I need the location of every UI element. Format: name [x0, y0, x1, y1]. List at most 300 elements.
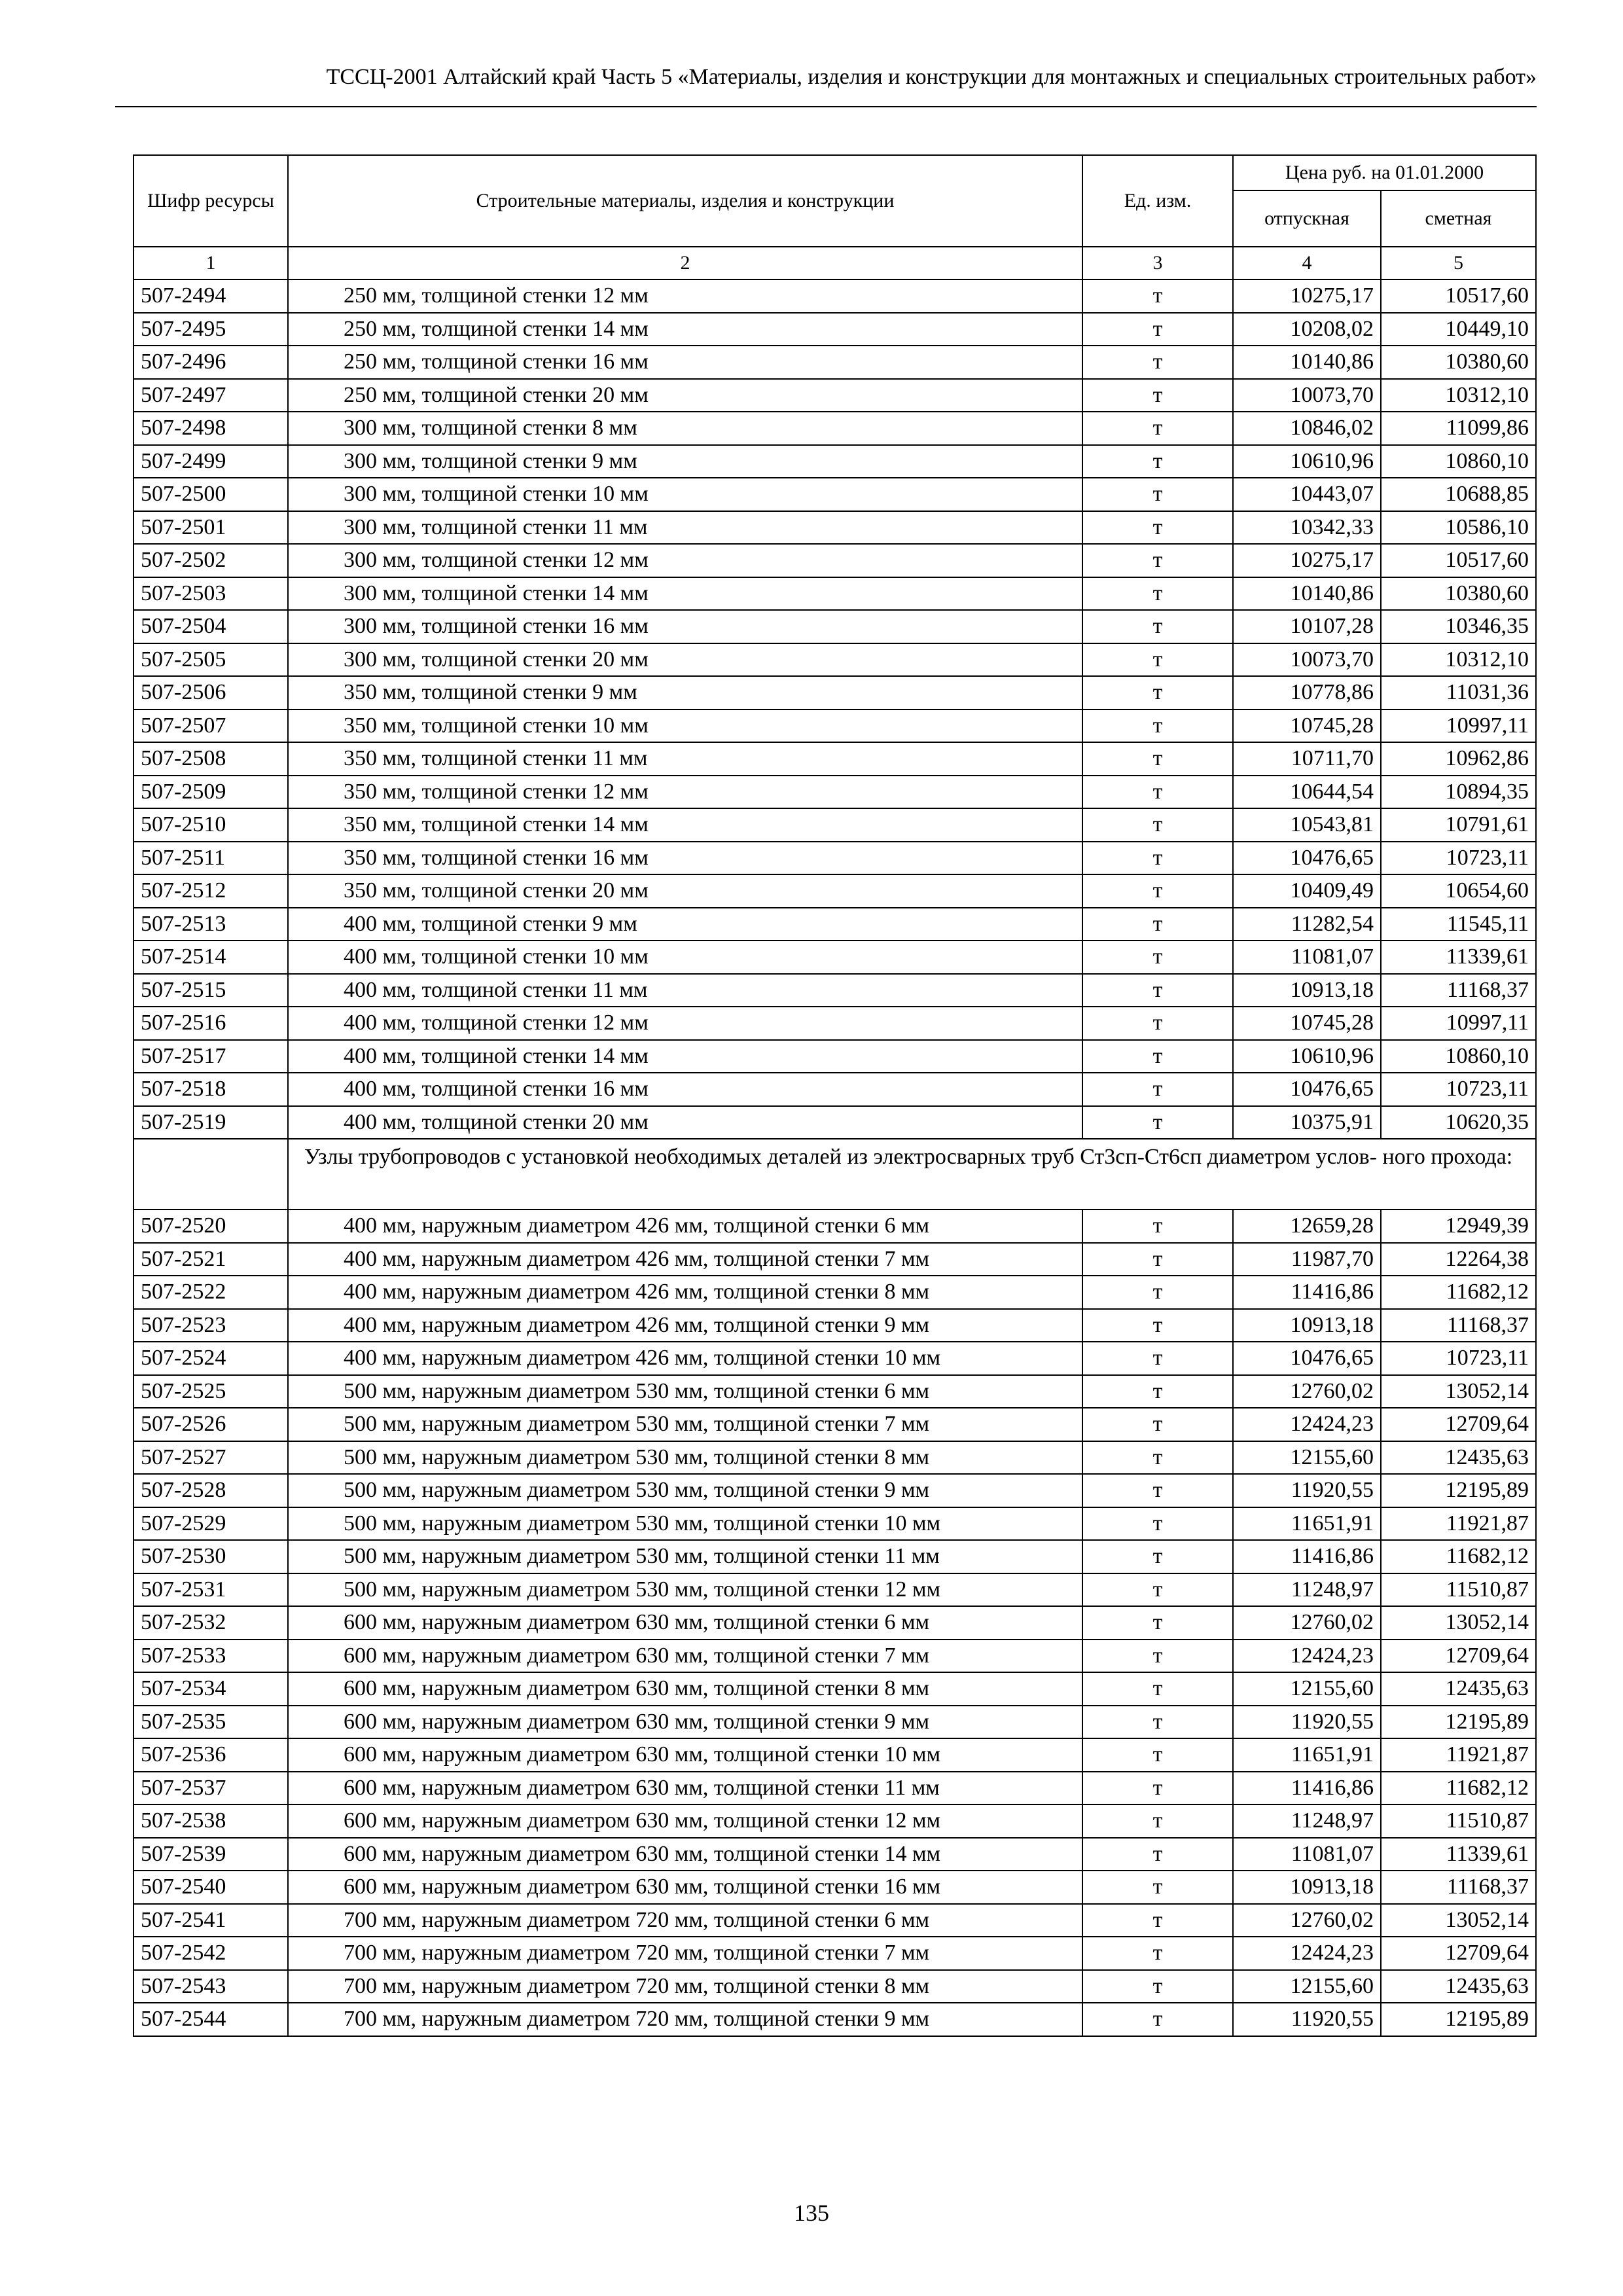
cell-price-estimate: 10380,60	[1381, 577, 1536, 611]
col-header-name: Строительные материалы, изделия и конструкции	[288, 155, 1082, 247]
cell-price-estimate: 12195,89	[1381, 2003, 1536, 2036]
cell-price-release: 11081,07	[1233, 1838, 1381, 1871]
cell-code: 507-2532	[134, 1606, 288, 1640]
table-row	[134, 808, 1536, 842]
cell-price-release: 11248,97	[1233, 1573, 1381, 1607]
cell-unit: т	[1082, 1507, 1233, 1541]
cell-price-release: 10846,02	[1233, 412, 1381, 445]
cell-name: 600 мм, наружным диаметром 630 мм, толщиной стенки 14 мм	[288, 1838, 1082, 1871]
col-number: 3	[1082, 247, 1233, 279]
page-number: 135	[794, 2200, 829, 2226]
cell-name: 600 мм, наружным диаметром 630 мм, толщиной стенки 11 мм	[288, 1772, 1082, 1805]
table-row	[134, 974, 1536, 1007]
cell-code: 507-2508	[134, 742, 288, 776]
cell-price-estimate: 10449,10	[1381, 313, 1536, 346]
table-row	[134, 1007, 1536, 1040]
cell-price-release: 12155,60	[1233, 1672, 1381, 1706]
cell-code: 507-2521	[134, 1243, 288, 1276]
cell-price-estimate: 13052,14	[1381, 1904, 1536, 1937]
table-row	[134, 1540, 1536, 1573]
cell-price-estimate: 11339,61	[1381, 941, 1536, 974]
cell-price-estimate: 12435,63	[1381, 1970, 1536, 2003]
cell-name: 350 мм, толщиной стенки 20 мм	[288, 874, 1082, 908]
table-row	[134, 1970, 1536, 2003]
cell-price-estimate: 10312,10	[1381, 379, 1536, 412]
table-row	[134, 279, 1536, 313]
col-number: 4	[1233, 247, 1381, 279]
cell-code: 507-2535	[134, 1706, 288, 1739]
cell-unit: т	[1082, 1441, 1233, 1475]
table-section	[134, 1139, 1536, 1210]
col-number: 1	[134, 247, 288, 279]
table-row	[134, 874, 1536, 908]
cell-unit: т	[1082, 1375, 1233, 1408]
cell-price-estimate: 10997,11	[1381, 1007, 1536, 1040]
table-body-b	[134, 1210, 1536, 2036]
cell-unit: т	[1082, 577, 1233, 611]
cell-price-estimate: 10586,10	[1381, 511, 1536, 545]
table-row	[134, 412, 1536, 445]
cell-code: 507-2540	[134, 1871, 288, 1904]
cell-price-release: 10275,17	[1233, 544, 1381, 577]
cell-price-release: 11987,70	[1233, 1243, 1381, 1276]
cell-price-estimate: 11682,12	[1381, 1540, 1536, 1573]
table-row	[134, 742, 1536, 776]
cell-code: 507-2510	[134, 808, 288, 842]
cell-name: 500 мм, наружным диаметром 530 мм, толщиной стенки 8 мм	[288, 1441, 1082, 1475]
cell-code: 507-2505	[134, 643, 288, 677]
cell-name: 400 мм, толщиной стенки 9 мм	[288, 908, 1082, 941]
cell-code: 507-2527	[134, 1441, 288, 1475]
cell-code: 507-2502	[134, 544, 288, 577]
cell-price-release: 11920,55	[1233, 1474, 1381, 1507]
table-row	[134, 1937, 1536, 1970]
cell-unit: т	[1082, 1106, 1233, 1139]
table-row	[134, 676, 1536, 709]
cell-code: 507-2519	[134, 1106, 288, 1139]
cell-unit: т	[1082, 1040, 1233, 1073]
cell-name: 350 мм, толщиной стенки 16 мм	[288, 842, 1082, 875]
cell-price-estimate: 10346,35	[1381, 610, 1536, 643]
cell-price-release: 10913,18	[1233, 974, 1381, 1007]
cell-code: 507-2533	[134, 1640, 288, 1673]
cell-price-release: 11416,86	[1233, 1540, 1381, 1573]
table-row	[134, 1871, 1536, 1904]
cell-price-estimate: 11545,11	[1381, 908, 1536, 941]
table-row	[134, 1804, 1536, 1838]
cell-name: 700 мм, наружным диаметром 720 мм, толщиной стенки 9 мм	[288, 2003, 1082, 2036]
cell-name: 700 мм, наружным диаметром 720 мм, толщиной стенки 6 мм	[288, 1904, 1082, 1937]
cell-name: 400 мм, наружным диаметром 426 мм, толщиной стенки 10 мм	[288, 1342, 1082, 1375]
cell-unit: т	[1082, 1210, 1233, 1243]
col-header-unit: Ед. изм.	[1082, 155, 1233, 247]
cell-price-release: 10610,96	[1233, 445, 1381, 478]
cell-price-estimate: 12195,89	[1381, 1474, 1536, 1507]
cell-price-release: 10778,86	[1233, 676, 1381, 709]
cell-unit: т	[1082, 1738, 1233, 1772]
cell-unit: т	[1082, 1772, 1233, 1805]
cell-code: 507-2500	[134, 478, 288, 511]
table-row	[134, 941, 1536, 974]
cell-unit: т	[1082, 1904, 1233, 1937]
cell-name: 400 мм, толщиной стенки 12 мм	[288, 1007, 1082, 1040]
cell-code: 507-2503	[134, 577, 288, 611]
cell-price-estimate: 10380,60	[1381, 346, 1536, 379]
cell-unit: т	[1082, 1937, 1233, 1970]
cell-price-estimate: 12195,89	[1381, 1706, 1536, 1739]
section-heading-text: Узлы трубопроводов с установкой необходимых деталей из электросварных труб Ст3сп-Ст6сп диаметром услов- ного прохода:	[304, 1145, 1513, 1169]
cell-price-estimate: 10654,60	[1381, 874, 1536, 908]
cell-unit: т	[1082, 478, 1233, 511]
cell-code: 507-2543	[134, 1970, 288, 2003]
cell-price-estimate: 11921,87	[1381, 1507, 1536, 1541]
cell-price-estimate: 12949,39	[1381, 1210, 1536, 1243]
cell-code: 507-2501	[134, 511, 288, 545]
cell-name: 350 мм, толщиной стенки 11 мм	[288, 742, 1082, 776]
cell-price-estimate: 10997,11	[1381, 709, 1536, 743]
cell-price-release: 12424,23	[1233, 1937, 1381, 1970]
cell-name: 400 мм, толщиной стенки 14 мм	[288, 1040, 1082, 1073]
cell-unit: т	[1082, 1309, 1233, 1342]
cell-unit: т	[1082, 1540, 1233, 1573]
cell-code: 507-2520	[134, 1210, 288, 1243]
cell-code: 507-2494	[134, 279, 288, 313]
cell-price-estimate: 12709,64	[1381, 1408, 1536, 1441]
cell-unit: т	[1082, 709, 1233, 743]
cell-unit: т	[1082, 1672, 1233, 1706]
table-row	[134, 1507, 1536, 1541]
table-row	[134, 577, 1536, 611]
cell-price-release: 12659,28	[1233, 1210, 1381, 1243]
cell-name: 300 мм, толщиной стенки 8 мм	[288, 412, 1082, 445]
table-row	[134, 379, 1536, 412]
cell-name: 700 мм, наружным диаметром 720 мм, толщиной стенки 8 мм	[288, 1970, 1082, 2003]
cell-price-release: 11248,97	[1233, 1804, 1381, 1838]
cell-code: 507-2528	[134, 1474, 288, 1507]
cell-name: 500 мм, наружным диаметром 530 мм, толщиной стенки 12 мм	[288, 1573, 1082, 1607]
cell-code: 507-2529	[134, 1507, 288, 1541]
cell-code: 507-2504	[134, 610, 288, 643]
cell-name: 250 мм, толщиной стенки 14 мм	[288, 313, 1082, 346]
table-row	[134, 1672, 1536, 1706]
cell-unit: т	[1082, 1243, 1233, 1276]
cell-price-release: 10476,65	[1233, 1073, 1381, 1106]
cell-unit: т	[1082, 1342, 1233, 1375]
section-code-cell	[134, 1139, 288, 1210]
cell-unit: т	[1082, 379, 1233, 412]
table-row	[134, 1772, 1536, 1805]
cell-code: 507-2497	[134, 379, 288, 412]
cell-unit: т	[1082, 1838, 1233, 1871]
cell-price-release: 12760,02	[1233, 1606, 1381, 1640]
cell-unit: т	[1082, 776, 1233, 809]
cell-price-release: 10409,49	[1233, 874, 1381, 908]
table-row	[134, 776, 1536, 809]
cell-price-release: 10913,18	[1233, 1871, 1381, 1904]
table-row	[134, 1441, 1536, 1475]
cell-price-release: 10543,81	[1233, 808, 1381, 842]
cell-unit: т	[1082, 1573, 1233, 1607]
cell-price-estimate: 10312,10	[1381, 643, 1536, 677]
cell-price-estimate: 11339,61	[1381, 1838, 1536, 1871]
cell-price-release: 12155,60	[1233, 1970, 1381, 2003]
cell-name: 350 мм, толщиной стенки 9 мм	[288, 676, 1082, 709]
header-rule	[115, 106, 1537, 107]
cell-price-estimate: 10723,11	[1381, 842, 1536, 875]
cell-code: 507-2531	[134, 1573, 288, 1607]
cell-price-release: 12760,02	[1233, 1375, 1381, 1408]
page-header: ТССЦ-2001 Алтайский край Часть 5 «Материалы, изделия и конструкции для монтажных и специальных строительных работ»	[326, 65, 1537, 89]
cell-price-release: 11416,86	[1233, 1772, 1381, 1805]
cell-price-estimate: 11682,12	[1381, 1772, 1536, 1805]
cell-price-estimate: 11510,87	[1381, 1573, 1536, 1607]
cell-unit: т	[1082, 1804, 1233, 1838]
cell-name: 600 мм, наружным диаметром 630 мм, толщиной стенки 12 мм	[288, 1804, 1082, 1838]
table-row	[134, 1904, 1536, 1937]
table-row	[134, 1408, 1536, 1441]
table-row	[134, 1210, 1536, 1243]
cell-price-estimate: 11168,37	[1381, 1871, 1536, 1904]
cell-name: 600 мм, наружным диаметром 630 мм, толщиной стенки 6 мм	[288, 1606, 1082, 1640]
cell-code: 507-2511	[134, 842, 288, 875]
table-row	[134, 842, 1536, 875]
cell-code: 507-2530	[134, 1540, 288, 1573]
cell-price-estimate: 11921,87	[1381, 1738, 1536, 1772]
cell-code: 507-2512	[134, 874, 288, 908]
cell-unit: т	[1082, 1640, 1233, 1673]
cell-price-estimate: 12264,38	[1381, 1243, 1536, 1276]
cell-unit: т	[1082, 941, 1233, 974]
cell-unit: т	[1082, 1606, 1233, 1640]
cell-price-release: 11651,91	[1233, 1507, 1381, 1541]
cell-price-release: 12155,60	[1233, 1441, 1381, 1475]
cell-price-release: 10745,28	[1233, 1007, 1381, 1040]
cell-name: 400 мм, наружным диаметром 426 мм, толщиной стенки 7 мм	[288, 1243, 1082, 1276]
cell-price-release: 10610,96	[1233, 1040, 1381, 1073]
table-row	[134, 1474, 1536, 1507]
cell-code: 507-2498	[134, 412, 288, 445]
cell-code: 507-2539	[134, 1838, 288, 1871]
cell-unit: т	[1082, 1408, 1233, 1441]
table-row	[134, 1738, 1536, 1772]
cell-code: 507-2524	[134, 1342, 288, 1375]
cell-price-release: 10476,65	[1233, 842, 1381, 875]
table-row	[134, 1706, 1536, 1739]
cell-price-release: 10745,28	[1233, 709, 1381, 743]
cell-unit: т	[1082, 313, 1233, 346]
cell-unit: т	[1082, 808, 1233, 842]
col-header-price-estimate: сметная	[1381, 190, 1536, 247]
cell-name: 600 мм, наружным диаметром 630 мм, толщиной стенки 10 мм	[288, 1738, 1082, 1772]
cell-unit: т	[1082, 908, 1233, 941]
cell-unit: т	[1082, 1474, 1233, 1507]
cell-name: 350 мм, толщиной стенки 12 мм	[288, 776, 1082, 809]
table-row	[134, 1838, 1536, 1871]
cell-price-estimate: 10894,35	[1381, 776, 1536, 809]
table-row	[134, 1309, 1536, 1342]
cell-price-estimate: 10860,10	[1381, 1040, 1536, 1073]
table-row	[134, 346, 1536, 379]
table-row	[134, 313, 1536, 346]
cell-price-release: 10913,18	[1233, 1309, 1381, 1342]
cell-unit: т	[1082, 1871, 1233, 1904]
cell-price-release: 10107,28	[1233, 610, 1381, 643]
cell-code: 507-2536	[134, 1738, 288, 1772]
cell-price-estimate: 11099,86	[1381, 412, 1536, 445]
cell-price-release: 10476,65	[1233, 1342, 1381, 1375]
table-row	[134, 445, 1536, 478]
cell-price-release: 10208,02	[1233, 313, 1381, 346]
cell-name: 400 мм, наружным диаметром 426 мм, толщиной стенки 8 мм	[288, 1276, 1082, 1309]
cell-unit: т	[1082, 511, 1233, 545]
cell-price-release: 10073,70	[1233, 643, 1381, 677]
table-row	[134, 908, 1536, 941]
cell-code: 507-2507	[134, 709, 288, 743]
cell-code: 507-2514	[134, 941, 288, 974]
cell-code: 507-2513	[134, 908, 288, 941]
cell-unit: т	[1082, 1706, 1233, 1739]
cell-code: 507-2542	[134, 1937, 288, 1970]
cell-code: 507-2515	[134, 974, 288, 1007]
cell-name: 400 мм, толщиной стенки 20 мм	[288, 1106, 1082, 1139]
cell-code: 507-2526	[134, 1408, 288, 1441]
cell-unit: т	[1082, 1073, 1233, 1106]
cell-name: 500 мм, наружным диаметром 530 мм, толщиной стенки 6 мм	[288, 1375, 1082, 1408]
cell-name: 300 мм, толщиной стенки 16 мм	[288, 610, 1082, 643]
cell-price-estimate: 10620,35	[1381, 1106, 1536, 1139]
cell-price-estimate: 10723,11	[1381, 1342, 1536, 1375]
cell-unit: т	[1082, 974, 1233, 1007]
table-row	[134, 643, 1536, 677]
cell-name: 250 мм, толщиной стенки 16 мм	[288, 346, 1082, 379]
cell-price-release: 12760,02	[1233, 1904, 1381, 1937]
cell-price-estimate: 11031,36	[1381, 676, 1536, 709]
cell-code: 507-2538	[134, 1804, 288, 1838]
cell-price-release: 12424,23	[1233, 1640, 1381, 1673]
cell-unit: т	[1082, 544, 1233, 577]
table-row	[134, 478, 1536, 511]
cell-code: 507-2522	[134, 1276, 288, 1309]
cell-name: 300 мм, толщиной стенки 10 мм	[288, 478, 1082, 511]
table-row	[134, 1342, 1536, 1375]
table-body-a	[134, 279, 1536, 1139]
cell-name: 300 мм, толщиной стенки 11 мм	[288, 511, 1082, 545]
cell-price-release: 10644,54	[1233, 776, 1381, 809]
cell-unit: т	[1082, 1007, 1233, 1040]
cell-unit: т	[1082, 610, 1233, 643]
cell-code: 507-2499	[134, 445, 288, 478]
cell-price-release: 10375,91	[1233, 1106, 1381, 1139]
cell-unit: т	[1082, 412, 1233, 445]
cell-code: 507-2509	[134, 776, 288, 809]
cell-name: 300 мм, толщиной стенки 12 мм	[288, 544, 1082, 577]
cell-name: 600 мм, наружным диаметром 630 мм, толщиной стенки 8 мм	[288, 1672, 1082, 1706]
table-row	[134, 1073, 1536, 1106]
cell-price-estimate: 10688,85	[1381, 478, 1536, 511]
cell-name: 400 мм, наружным диаметром 426 мм, толщиной стенки 6 мм	[288, 1210, 1082, 1243]
table-row	[134, 1375, 1536, 1408]
cell-name: 500 мм, наружным диаметром 530 мм, толщиной стенки 10 мм	[288, 1507, 1082, 1541]
cell-price-estimate: 13052,14	[1381, 1375, 1536, 1408]
cell-price-release: 10073,70	[1233, 379, 1381, 412]
cell-price-estimate: 12435,63	[1381, 1441, 1536, 1475]
cell-code: 507-2516	[134, 1007, 288, 1040]
cell-price-estimate: 10860,10	[1381, 445, 1536, 478]
table-row	[134, 1606, 1536, 1640]
cell-price-release: 11282,54	[1233, 908, 1381, 941]
cell-unit: т	[1082, 643, 1233, 677]
cell-name: 350 мм, толщиной стенки 14 мм	[288, 808, 1082, 842]
cell-price-release: 10140,86	[1233, 577, 1381, 611]
table-row	[134, 1243, 1536, 1276]
cell-code: 507-2518	[134, 1073, 288, 1106]
cell-unit: т	[1082, 279, 1233, 313]
cell-code: 507-2523	[134, 1309, 288, 1342]
cell-name: 350 мм, толщиной стенки 10 мм	[288, 709, 1082, 743]
cell-unit: т	[1082, 742, 1233, 776]
cell-name: 500 мм, наружным диаметром 530 мм, толщиной стенки 9 мм	[288, 1474, 1082, 1507]
cell-name: 250 мм, толщиной стенки 20 мм	[288, 379, 1082, 412]
cell-code: 507-2544	[134, 2003, 288, 2036]
section-heading-row	[134, 1139, 1536, 1210]
table-row	[134, 709, 1536, 743]
cell-name: 300 мм, толщиной стенки 20 мм	[288, 643, 1082, 677]
cell-unit: т	[1082, 445, 1233, 478]
cell-price-release: 11081,07	[1233, 941, 1381, 974]
cell-name: 400 мм, толщиной стенки 10 мм	[288, 941, 1082, 974]
cell-code: 507-2496	[134, 346, 288, 379]
col-header-price-group: Цена руб. на 01.01.2000	[1233, 155, 1536, 190]
cell-name: 700 мм, наружным диаметром 720 мм, толщиной стенки 7 мм	[288, 1937, 1082, 1970]
cell-name: 300 мм, толщиной стенки 14 мм	[288, 577, 1082, 611]
col-header-price-release: отпускная	[1233, 190, 1381, 247]
cell-price-release: 11651,91	[1233, 1738, 1381, 1772]
cell-name: 400 мм, наружным диаметром 426 мм, толщиной стенки 9 мм	[288, 1309, 1082, 1342]
cell-unit: т	[1082, 346, 1233, 379]
cell-code: 507-2517	[134, 1040, 288, 1073]
section-heading	[288, 1139, 1536, 1210]
table-row	[134, 1040, 1536, 1073]
table-row	[134, 610, 1536, 643]
cell-price-estimate: 10517,60	[1381, 279, 1536, 313]
cell-price-estimate: 10723,11	[1381, 1073, 1536, 1106]
cell-code: 507-2506	[134, 676, 288, 709]
cell-name: 400 мм, толщиной стенки 16 мм	[288, 1073, 1082, 1106]
cell-price-estimate: 13052,14	[1381, 1606, 1536, 1640]
cell-code: 507-2495	[134, 313, 288, 346]
cell-name: 400 мм, толщиной стенки 11 мм	[288, 974, 1082, 1007]
cell-price-release: 11920,55	[1233, 2003, 1381, 2036]
cell-price-release: 11416,86	[1233, 1276, 1381, 1309]
cell-code: 507-2525	[134, 1375, 288, 1408]
cell-name: 500 мм, наружным диаметром 530 мм, толщиной стенки 11 мм	[288, 1540, 1082, 1573]
table-row	[134, 544, 1536, 577]
cell-price-estimate: 12709,64	[1381, 1937, 1536, 1970]
cell-name: 250 мм, толщиной стенки 12 мм	[288, 279, 1082, 313]
cell-name: 600 мм, наружным диаметром 630 мм, толщиной стенки 9 мм	[288, 1706, 1082, 1739]
cell-name: 600 мм, наружным диаметром 630 мм, толщиной стенки 7 мм	[288, 1640, 1082, 1673]
price-table	[133, 154, 1537, 2037]
cell-price-estimate: 10962,86	[1381, 742, 1536, 776]
cell-price-estimate: 11168,37	[1381, 974, 1536, 1007]
table-row	[134, 2003, 1536, 2036]
cell-unit: т	[1082, 1276, 1233, 1309]
col-number: 2	[288, 247, 1082, 279]
cell-price-release: 12424,23	[1233, 1408, 1381, 1441]
cell-price-estimate: 12435,63	[1381, 1672, 1536, 1706]
cell-price-estimate: 10517,60	[1381, 544, 1536, 577]
cell-unit: т	[1082, 1970, 1233, 2003]
